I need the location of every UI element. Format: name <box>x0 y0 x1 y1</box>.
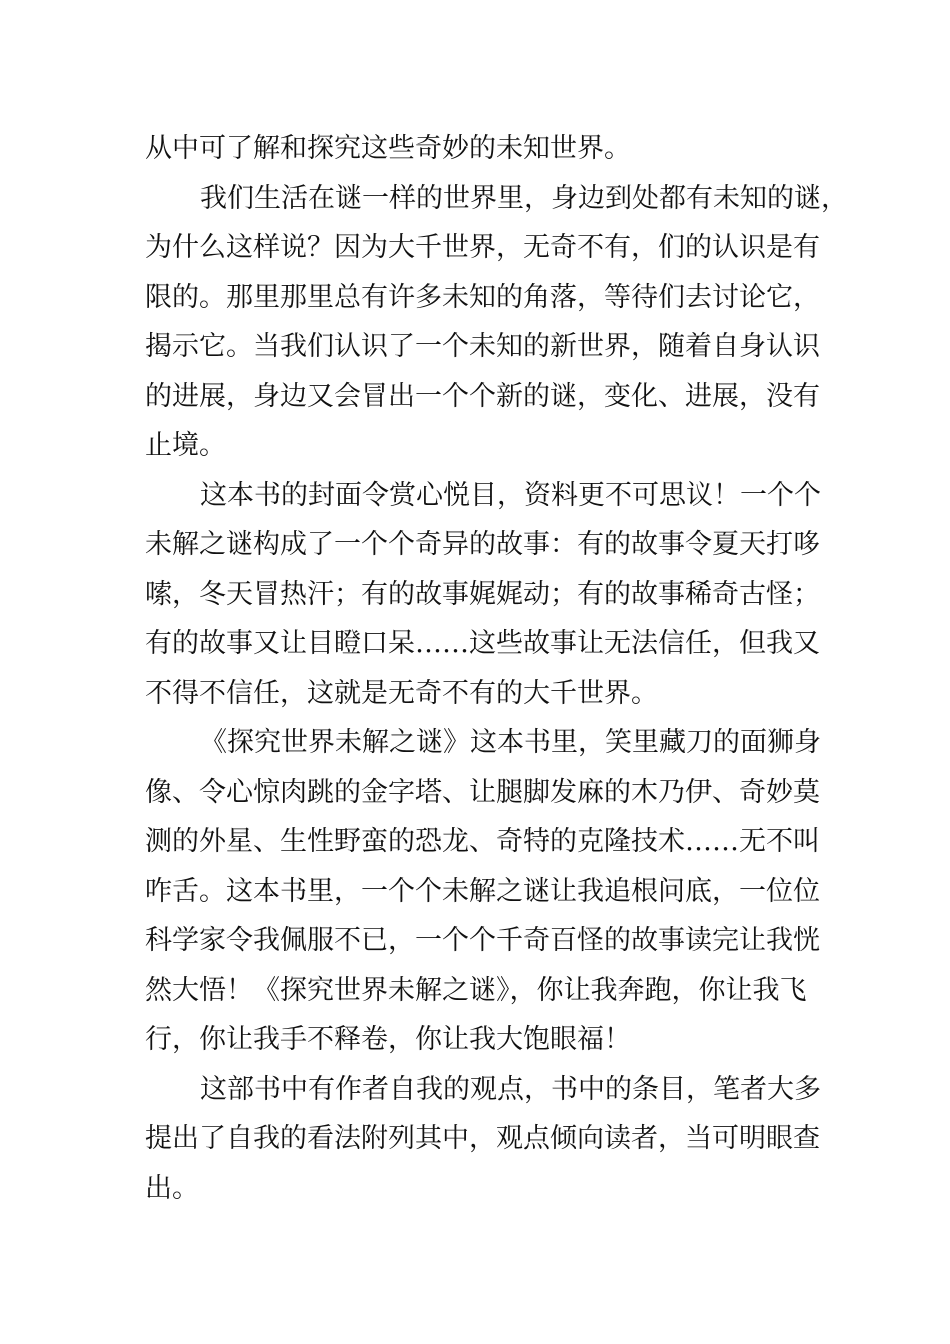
text-line: 测的外星、生性野蛮的恐龙、奇特的克隆技术……无不叫 <box>145 826 820 857</box>
text-line: 的进展，身边又会冒出一个个新的谜，变化、进展，没有 <box>145 380 820 412</box>
text-line: 咋舌。这本书里，一个个未解之谜让我追根问底，一位位 <box>145 875 820 907</box>
text-line: 然大悟！《探究世界未解之谜》，你让我奔跑，你让我飞 <box>145 974 807 1006</box>
text-line: 不得不信任，这就是无奇不有的大千世界。 <box>145 677 658 709</box>
text-line: 为什么这样说？因为大千世界，无奇不有，们的认识是有 <box>145 232 820 263</box>
text-line: 揭示它。当我们认识了一个未知的新世界，随着自身认识 <box>145 331 820 362</box>
text-line: 提出了自我的看法附列其中，观点倾向读者，当可明眼查 <box>145 1123 820 1154</box>
text-line: 限的。那里那里总有许多未知的角落，等待们去讨论它， <box>145 281 820 313</box>
text-line: 有的故事又让目瞪口呆……这些故事让无法信任，但我又 <box>145 628 820 659</box>
text-line: 未解之谜构成了一个个奇异的故事：有的故事令夏天打哆 <box>145 529 820 560</box>
text-line: 从中可了解和探究这些奇妙的未知世界。 <box>145 133 631 164</box>
text-line: 这部书中有作者自我的观点，书中的条目，笔者大多 <box>200 1073 821 1105</box>
text-line: 科学家令我佩服不已，一个个千奇百怪的故事读完让我恍 <box>145 925 820 956</box>
text-line: 出。 <box>145 1172 199 1204</box>
text-line: 我们生活在谜一样的世界里，身边到处都有未知的谜， <box>200 182 848 214</box>
text-line: 《探究世界未解之谜》这本书里，笑里藏刀的面狮身 <box>200 727 821 758</box>
text-line: 行，你让我手不释卷，你让我大饱眼福！ <box>145 1024 631 1055</box>
document-body <box>145 124 848 1213</box>
text-line: 止境。 <box>145 430 226 461</box>
text-line: 这本书的封面令赏心悦目，资料更不可思议！一个个 <box>200 479 821 511</box>
text-line: 嗦，冬天冒热汗；有的故事娓娓动；有的故事稀奇古怪； <box>145 578 820 610</box>
text-line: 像、令心惊肉跳的金字塔、让腿脚发麻的木乃伊、奇妙莫 <box>145 776 820 808</box>
